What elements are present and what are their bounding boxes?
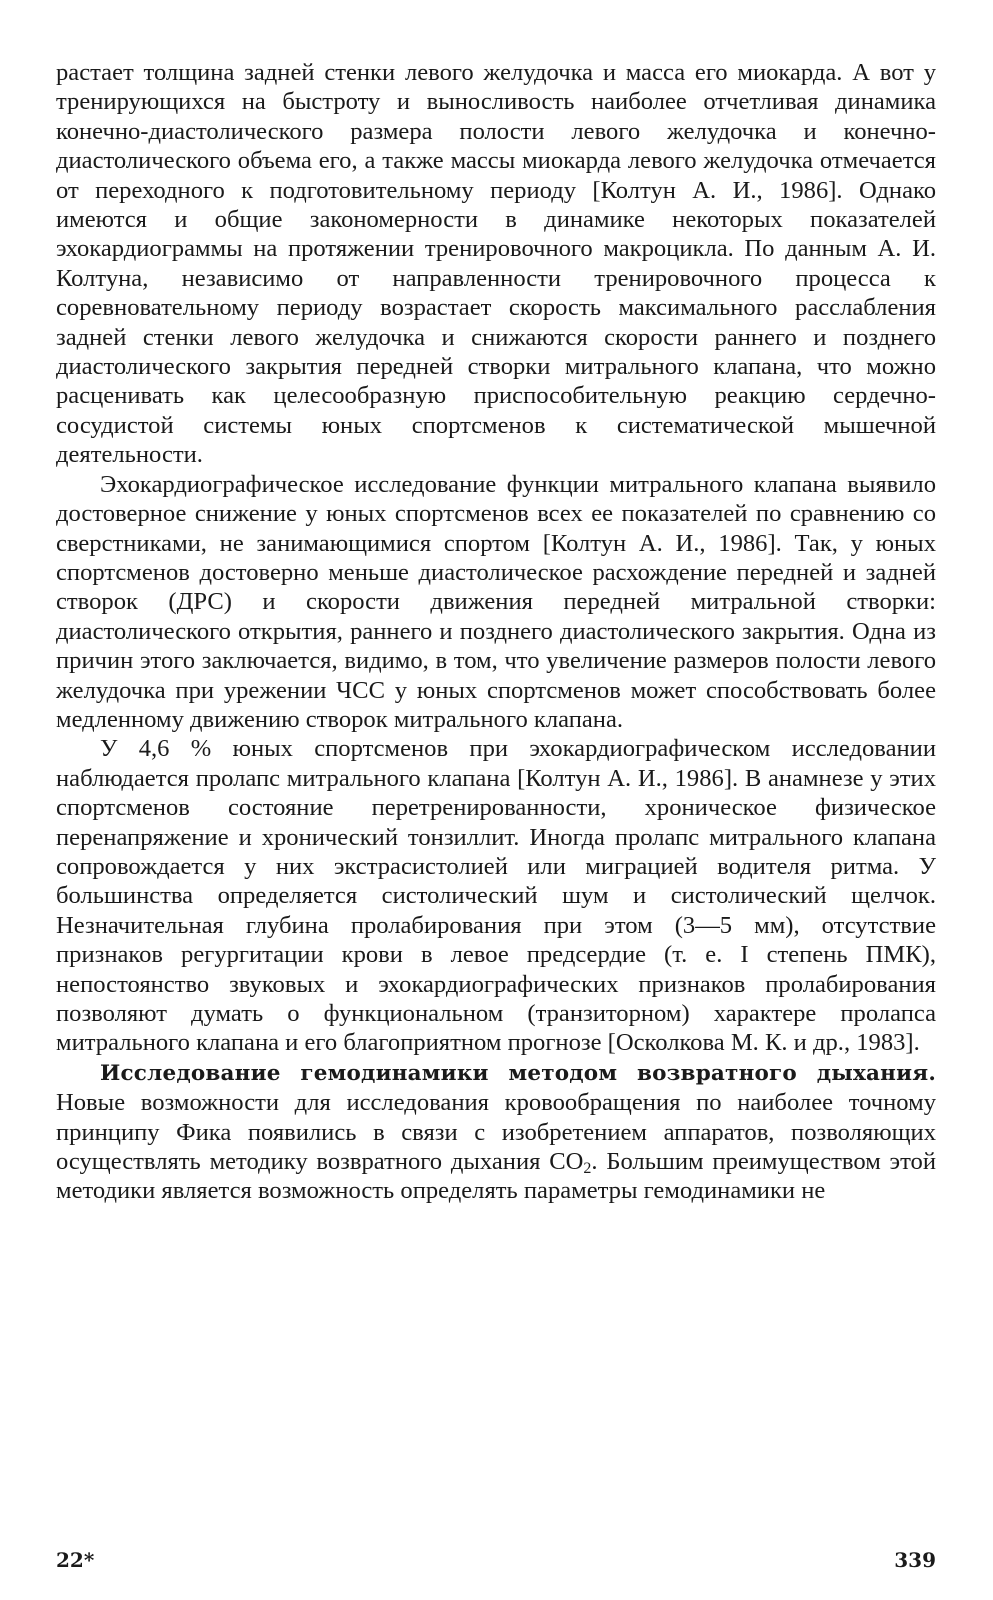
- section-heading: Исследование гемодинамики методом возвратного дыхания.: [100, 1060, 936, 1086]
- section-text-end: . Большим преимуществом этой методики является возможность определять параметры гемодинамики не: [56, 1148, 936, 1205]
- signature-mark: 22*: [56, 1548, 95, 1572]
- paragraph-1: растает толщина задней стенки левого желудочка и масса его миокарда. А вот у тренирующихся на быстроту и выносливость наиболее отчетливая динамика конечно-диастолического размера полости левого желудочка и конечно-диастолического объема его, а также массы миокарда левого желудочка отмечается от переходного к подготовительному периоду [Колтун А. И., 1986]. Однако имеются и общие закономерности в динамике некоторых показателей эхокардиограммы на протяжении тренировочного макроцикла. По данным А. И. Колтуна, независимо от направленности тренировочного процесса к соревновательному периоду возрастает скорость максимального расслабления задней стенки левого желудочка и снижаются скорости раннего и позднего диастолического закрытия передней створки митрального клапана, что можно расценивать как целесообразную приспособительную реакцию сердечно-сосудистой системы юных спортсменов к систематической мышечной деятельности.: [56, 59, 936, 469]
- paragraph-3: У 4,6 % юных спортсменов при эхокардиографическом исследовании наблюдается пролапс митрального клапана [Колтун А. И., 1986]. В анамнезе у этих спортсменов состояние перетренированности, хроническое физическое перенапряжение и хронический тонзиллит. Иногда пролапс митрального клапана сопровождается у них экстрасистолией или миграцией водителя ритма. У большинства определяется систолический шум и систолический щелчок. Незначительная глубина пролабирования при этом (3—5 мм), отсутствие признаков регургитации крови в левое предсердие (т. е. I степень ПМК), непостоянство звуковых и эхокардиографических признаков пролабирования позволяют думать о функциональном (транзиторном) характере пролапса митрального клапана и его благоприятном прогнозе [Осколкова М. К. и др., 1983].: [56, 735, 936, 1057]
- page-number: 339: [894, 1548, 936, 1572]
- paragraph-2: Эхокардиографическое исследование функции митрального клапана выявило достоверное снижение у юных спортсменов всех ее показателей по сравнению со сверстниками, не занимающимися спортом [Колтун А. И., 1986]. Так, у юных спортсменов достоверно меньше диастолическое расхождение передней и задней створок (ДРС) и скорости движения передней митральной створки: диастолического открытия, раннего и позднего диастолического закрытия. Одна из причин этого заключается, видимо, в том, что увеличение размеров полости левого желудочка при урежении ЧСС у юных спортсменов может способствовать более медленному движению створок митрального клапана.: [56, 470, 936, 733]
- formula-subscript: 2: [583, 1160, 592, 1178]
- text-column: [56, 58, 936, 1206]
- section-text-start: Новые возможности для исследования кровообращения по наиболее точному принципу Фика появились в связи с изобретением аппаратов, позволяющих осуществлять методику возвратного дыхания CO: [56, 1089, 936, 1176]
- section-paragraph: [56, 1058, 936, 1206]
